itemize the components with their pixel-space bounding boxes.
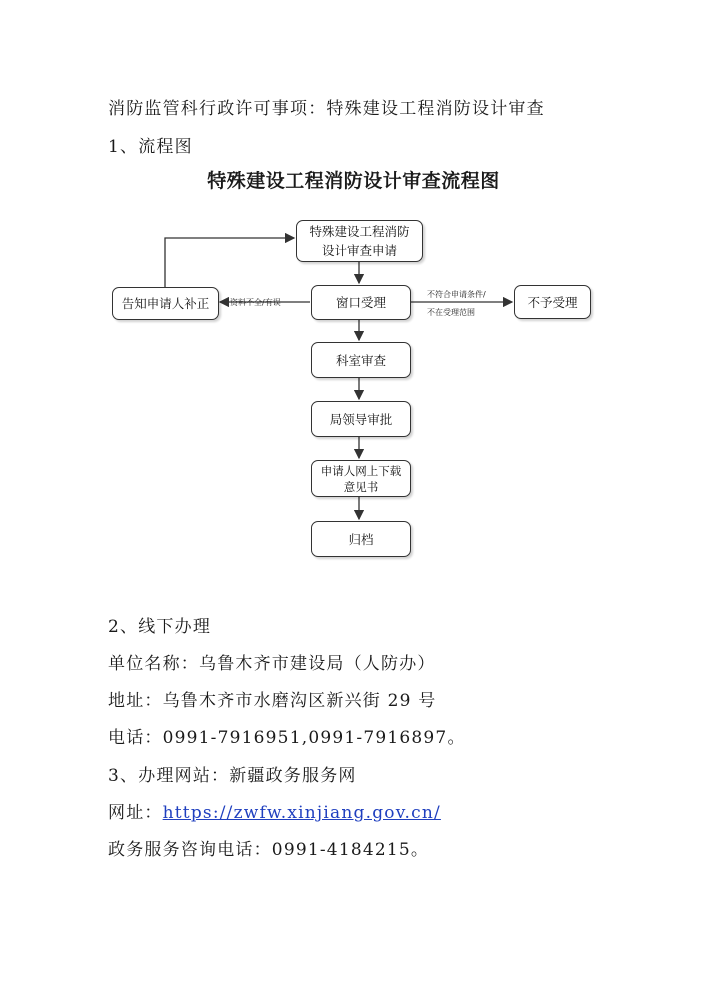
website-line [108, 798, 441, 823]
flow-node-approve [311, 401, 411, 437]
flow-node-notify-label: 告知申请人补正 [121, 296, 210, 311]
header-line: 消防监管科行政许可事项：特殊建设工程消防设计审查 [108, 99, 545, 119]
flow-node-review-label: 科室审查 [335, 352, 386, 368]
flow-node-window [311, 285, 411, 320]
flow-node-archive-label: 归档 [348, 531, 374, 547]
connector-notify-to-apply [165, 238, 294, 287]
website-link[interactable]: https://zwfw.xinjiang.gov.cn/ [162, 803, 441, 823]
flowchart-title: 特殊建设工程消防设计审查流程图 [207, 170, 500, 192]
flow-node-reject [514, 285, 591, 319]
flow-node-notify [112, 287, 219, 320]
flow-node-approve-label: 局领导审批 [329, 411, 393, 427]
website-label: 网址： [108, 803, 163, 823]
flow-node-apply-label: 特殊建设工程消防 设计审查申请 [309, 224, 410, 258]
address: 地址：乌鲁木齐市水磨沟区新兴街 29 号 [108, 691, 437, 711]
flow-node-reject-label: 不予受理 [527, 294, 578, 310]
label-not-meet-line2: 不在受理范围 [427, 308, 475, 317]
flow-node-review [311, 342, 411, 378]
label-not-meet-line1: 不符合申请条件/ [427, 290, 486, 299]
consult-phone: 政务服务咨询电话：0991-4184215。 [108, 840, 430, 860]
flow-node-download-label: 申请人网上下载 意见书 [320, 463, 402, 494]
flow-node-window-label: 窗口受理 [335, 295, 386, 310]
label-incomplete: 资料不全/有误 [230, 298, 281, 307]
unit-name: 单位名称：乌鲁木齐市建设局（人防办） [108, 654, 436, 674]
flow-node-archive [311, 521, 411, 557]
section1-title: 1、流程图 [108, 137, 193, 157]
flow-node-download [311, 460, 411, 497]
section3-title: 3、办理网站：新疆政务服务网 [108, 766, 357, 786]
flow-node-apply [296, 220, 423, 262]
phone: 电话：0991-7916951,0991-7916897。 [108, 728, 466, 748]
section2-title: 2、线下办理 [108, 617, 212, 637]
